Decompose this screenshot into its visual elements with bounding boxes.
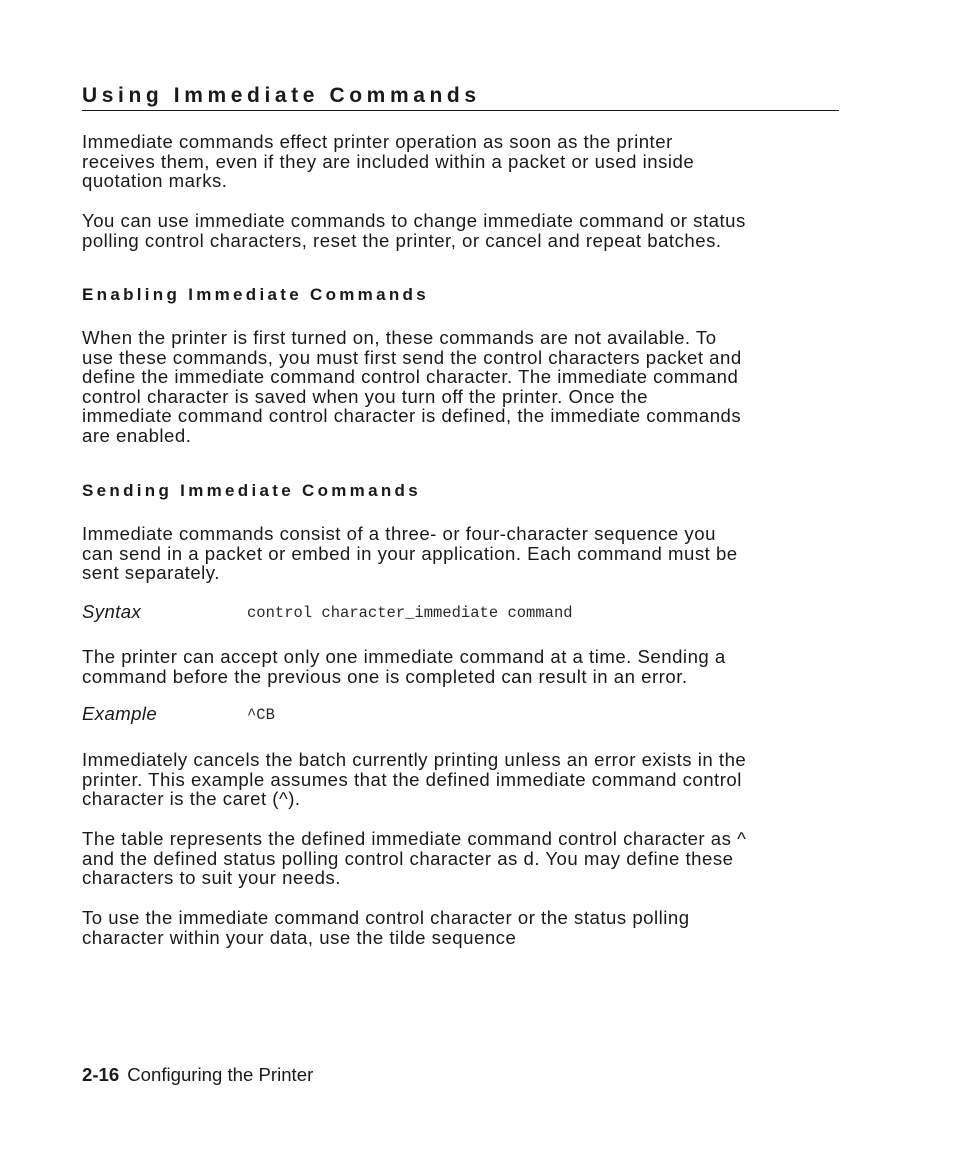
enabling-heading: Enabling Immediate Commands [82,285,429,304]
sending-paragraph-5: To use the immediate command control character or the status polling character within your data, use the tilde sequence [82,907,690,948]
syntax-label: Syntax [82,601,142,622]
sending-paragraph-4: The table represents the defined immediate command control character as ^ and the defined status polling control character as d. You may define these characters to suit your needs. [82,828,747,889]
section-title: Using Immediate Commands [82,83,839,111]
syntax-row [82,601,839,623]
intro-paragraph-1: Immediate commands effect printer operation as soon as the printer receives them, even if they are included within a packet or used inside quotation marks. [82,131,695,192]
intro-paragraph-2: You can use immediate commands to change immediate command or status polling control characters, reset the printer, or cancel and repeat batches. [82,210,746,251]
sending-paragraph-3: Immediately cancels the batch currently printing unless an error exists in the printer. This example assumes that the defined immediate command control character is the caret (^). [82,749,747,810]
page-footer [82,1064,313,1086]
sending-heading: Sending Immediate Commands [82,481,421,500]
example-label: Example [82,703,158,724]
page-number: 2-16 [82,1064,120,1085]
sending-paragraph-2: The printer can accept only one immediate command at a time. Sending a command before the previous one is completed can result in an error. [82,646,726,687]
sending-paragraph-1: Immediate commands consist of a three- or four-character sequence you can send in a packet or embed in your application. Each command must be sent separately. [82,523,738,584]
example-code: ^CB [247,706,275,724]
example-row [82,703,839,725]
chapter-title: Configuring the Printer [127,1064,314,1085]
syntax-code: control character_immediate command [247,604,573,622]
enabling-paragraph: When the printer is first turned on, these commands are not available. To use these commands, you must first send the control characters packet and define the immediate command control character. The immediate command control character is saved when you turn off the printer. Once the immediate command control character is defined, the immediate commands are enabled. [82,327,742,446]
